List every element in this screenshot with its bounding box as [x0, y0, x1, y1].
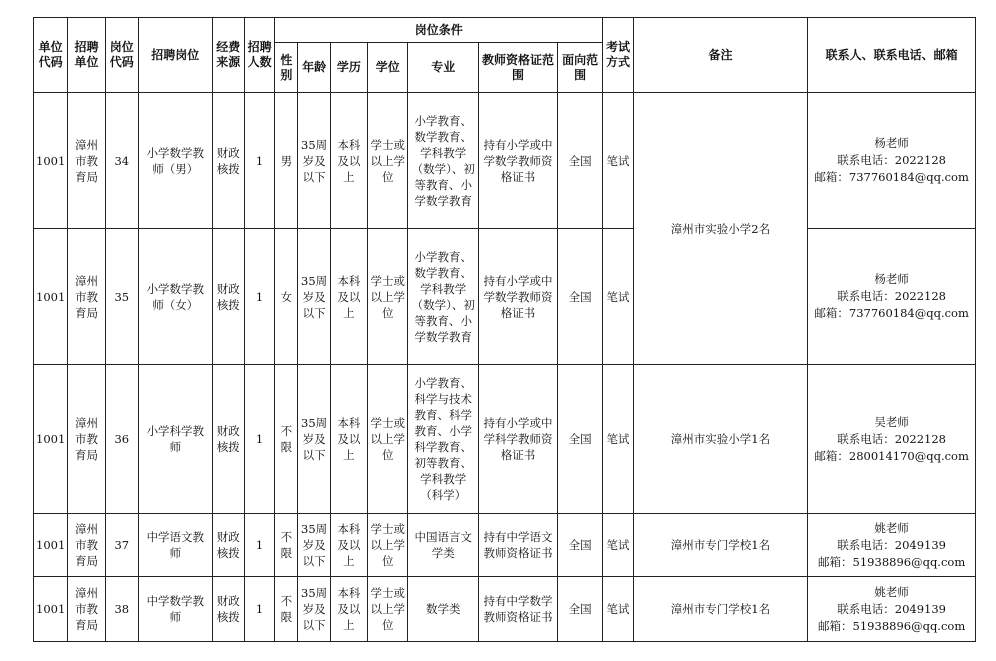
cell-remark: 漳州市实验小学1名 [633, 365, 808, 514]
cell-age: 35周岁及以下 [298, 514, 330, 577]
cell-scope: 全国 [557, 365, 603, 514]
contact-name: 杨老师 [874, 272, 909, 286]
cell-post-code: 38 [105, 577, 138, 642]
cell-contact [808, 514, 976, 577]
cell-funding: 财政核拨 [212, 229, 244, 365]
cell-age: 35周岁及以下 [298, 93, 330, 229]
table-row [34, 514, 976, 577]
header-exam: 考试方式 [603, 18, 633, 93]
cell-scope: 全国 [557, 514, 603, 577]
cell-cert: 持有小学或中学科学教师资格证书 [479, 365, 558, 514]
cell-degree: 学士或以上学位 [368, 229, 408, 365]
table-row [34, 577, 976, 642]
cell-major: 小学教育、科学与技术教育、科学教育、小学科学教育、初等教育、学科教学（科学） [408, 365, 479, 514]
cell-unit: 漳州市教育局 [68, 229, 105, 365]
cell-unit-code: 1001 [34, 577, 68, 642]
cell-post-code: 34 [105, 93, 138, 229]
contact-email: 邮箱：737760184@qq.com [814, 170, 969, 184]
cell-funding: 财政核拨 [212, 93, 244, 229]
recruitment-table [33, 17, 976, 642]
cell-degree: 学士或以上学位 [368, 514, 408, 577]
contact-phone: 联系电话：2022128 [837, 431, 946, 446]
header-teacher-cert: 教师资格证范围 [479, 43, 558, 93]
cell-major: 小学教育、数学教育、学科教学（数学）、初等教育、小学数学教育 [408, 229, 479, 365]
cell-count: 1 [244, 577, 274, 642]
cell-major: 小学教育、数学教育、学科教学（数学）、初等教育、小学数学教育 [408, 93, 479, 229]
cell-count: 1 [244, 93, 274, 229]
cell-unit: 漳州市教育局 [68, 93, 105, 229]
cell-contact [808, 577, 976, 642]
cell-contact [808, 365, 976, 514]
cell-exam: 笔试 [603, 365, 633, 514]
cell-funding: 财政核拨 [212, 577, 244, 642]
cell-exam: 笔试 [603, 93, 633, 229]
cell-gender: 女 [275, 229, 298, 365]
cell-gender: 男 [275, 93, 298, 229]
contact-name: 杨老师 [874, 136, 909, 150]
header-recruit-post: 招聘岗位 [138, 18, 212, 93]
cell-age: 35周岁及以下 [298, 229, 330, 365]
contact-email: 邮箱：51938896@qq.com [818, 618, 966, 633]
contact-phone: 联系电话：2049139 [837, 537, 946, 552]
cell-unit-code: 1001 [34, 93, 68, 229]
cell-remark: 漳州市专门学校1名 [633, 514, 808, 577]
cell-age: 35周岁及以下 [298, 365, 330, 514]
cell-post: 小学科学教师 [138, 365, 212, 514]
contact-phone: 联系电话：2022128 [837, 289, 946, 303]
contact-email: 邮箱：51938896@qq.com [818, 554, 966, 569]
cell-post-code: 36 [105, 365, 138, 514]
header-age: 年龄 [298, 43, 330, 93]
header-major: 专业 [408, 43, 479, 93]
cell-major: 数学类 [408, 577, 479, 642]
header-gender: 性别 [275, 43, 298, 93]
cell-education: 本科及以上 [330, 93, 367, 229]
table-row [34, 229, 976, 365]
header-education: 学历 [330, 43, 367, 93]
cell-unit: 漳州市教育局 [68, 514, 105, 577]
cell-major: 中国语言文学类 [408, 514, 479, 577]
cell-education: 本科及以上 [330, 365, 367, 514]
cell-post: 小学数学教师（女） [138, 229, 212, 365]
header-count: 招聘人数 [244, 18, 274, 93]
cell-post: 中学语文教师 [138, 514, 212, 577]
contact-name: 姚老师 [874, 584, 909, 599]
cell-funding: 财政核拨 [212, 365, 244, 514]
cell-education: 本科及以上 [330, 514, 367, 577]
header-recruit-unit: 招聘单位 [68, 18, 105, 93]
cell-cert: 持有中学数学教师资格证书 [479, 577, 558, 642]
header-conditions: 岗位条件 [275, 18, 603, 43]
header-remark: 备注 [633, 18, 808, 93]
cell-count: 1 [244, 365, 274, 514]
cell-unit-code: 1001 [34, 229, 68, 365]
cell-unit: 漳州市教育局 [68, 365, 105, 514]
cell-scope: 全国 [557, 229, 603, 365]
table-row [34, 365, 976, 514]
cell-unit-code: 1001 [34, 514, 68, 577]
header-contact: 联系人、联系电话、邮箱 [808, 18, 976, 93]
cell-post: 小学数学教师（男） [138, 93, 212, 229]
cell-degree: 学士或以上学位 [368, 365, 408, 514]
cell-cert: 持有小学或中学数学教师资格证书 [479, 229, 558, 365]
cell-post-code: 37 [105, 514, 138, 577]
header-funding: 经费来源 [212, 18, 244, 93]
cell-degree: 学士或以上学位 [368, 93, 408, 229]
cell-cert: 持有小学或中学数学教师资格证书 [479, 93, 558, 229]
table-row [34, 93, 976, 229]
cell-exam: 笔试 [603, 577, 633, 642]
header-row-top [34, 18, 976, 43]
cell-age: 35周岁及以下 [298, 577, 330, 642]
cell-scope: 全国 [557, 577, 603, 642]
cell-cert: 持有中学语文教师资格证书 [479, 514, 558, 577]
cell-remark: 漳州市专门学校1名 [633, 577, 808, 642]
cell-contact [808, 229, 976, 365]
header-degree: 学位 [368, 43, 408, 93]
cell-remark-merged: 漳州市实验小学2名 [633, 93, 808, 365]
cell-contact [808, 93, 976, 229]
cell-post: 中学数学教师 [138, 577, 212, 642]
cell-funding: 财政核拨 [212, 514, 244, 577]
contact-name: 吴老师 [874, 414, 909, 429]
cell-gender: 不限 [275, 365, 298, 514]
contact-email: 邮箱：737760184@qq.com [814, 306, 969, 320]
cell-count: 1 [244, 514, 274, 577]
cell-degree: 学士或以上学位 [368, 577, 408, 642]
cell-gender: 不限 [275, 577, 298, 642]
cell-gender: 不限 [275, 514, 298, 577]
cell-education: 本科及以上 [330, 577, 367, 642]
contact-phone: 联系电话：2049139 [837, 601, 946, 616]
cell-education: 本科及以上 [330, 229, 367, 365]
header-scope: 面向范围 [557, 43, 603, 93]
cell-unit-code: 1001 [34, 365, 68, 514]
contact-name: 姚老师 [874, 520, 909, 535]
cell-exam: 笔试 [603, 229, 633, 365]
contact-phone: 联系电话：2022128 [837, 153, 946, 167]
cell-unit: 漳州市教育局 [68, 577, 105, 642]
cell-count: 1 [244, 229, 274, 365]
cell-post-code: 35 [105, 229, 138, 365]
cell-exam: 笔试 [603, 514, 633, 577]
header-unit-code: 单位代码 [34, 18, 68, 93]
contact-email: 邮箱：280014170@qq.com [814, 448, 969, 463]
cell-scope: 全国 [557, 93, 603, 229]
header-post-code: 岗位代码 [105, 18, 138, 93]
